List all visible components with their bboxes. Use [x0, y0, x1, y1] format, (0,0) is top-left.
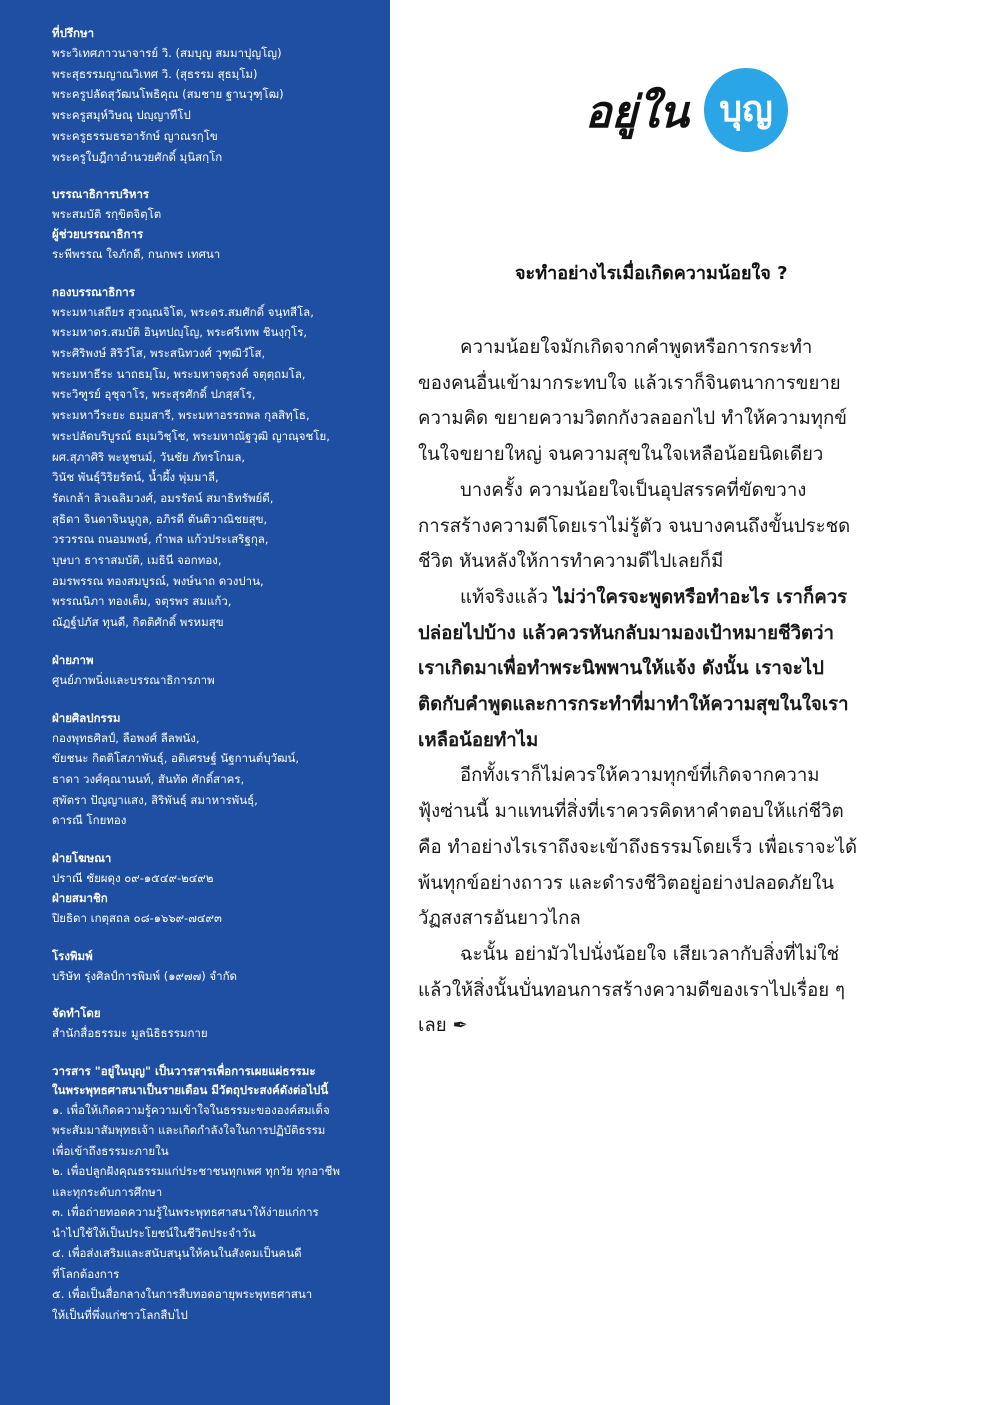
body-line: ฟุ้งซ่านนี้ มาแทนที่สิ่งที่เราควรคิดหาคำตอบให้แก่ชีวิต: [418, 801, 844, 823]
advisor-line: พระครูปลัดสุวัฒนโพธิคุณ (สมชาย ฐานวุฑฺโฒ): [52, 87, 284, 102]
objective-line: ๒. เพื่อปลูกฝังคุณธรรมแก่ประชาชนทุกเพศ ทุกวัย ทุกอาชีพ: [52, 1164, 340, 1179]
advertising-contact: ปราณี ชัยผดุง ๐๙-๑๕๔๙-๒๔๙๒: [52, 871, 214, 886]
editorial-board-line: อมรพรรณ ทองสมบูรณ์, พงษ์นาถ ดวงปาน,: [52, 573, 264, 588]
editorial-board-line: พระวิฑูรย์ อุชุจาโร, พระสุรศักดิ์ ปภสฺสโร,: [52, 387, 256, 402]
editorial-board-line: วรวรรณ ถนอมพงษ์, กำพล แก้วประเสริฐกุล,: [52, 532, 269, 547]
photography-line: ศูนย์ภาพนิ่งและบรรณาธิการภาพ: [52, 672, 215, 687]
advertising-membership-section: [52, 849, 374, 928]
objectives-section: [52, 1062, 374, 1326]
logo-script-text: อยู่ใน: [585, 87, 689, 138]
objectives-intro: วารสาร "อยู่ในบุญ" เป็นวารสารเพื่อการเผยแผ่ธรรมะ: [52, 1063, 316, 1078]
objective-line: ๑. เพื่อให้เกิดความรู้ความเข้าใจในธรรมะขององค์สมเด็จ: [52, 1102, 330, 1117]
body-lead-text: แท้จริงแล้ว: [460, 586, 554, 608]
objective-line: นำไปใช้ให้เป็นประโยชน์ในชีวิตประจำวัน: [52, 1225, 256, 1240]
editorial-board-line: พระมหาเสถียร สุวณฺณจิโต, พระดร.สมศักดิ์ จนฺทสีโล,: [52, 304, 314, 319]
body-line: ชีวิต หันหลังให้การทำความดีไปเลยก็มี: [418, 551, 724, 573]
advisor-line: พระครูใบฎีกาอำนวยศักดิ์ มุนิสกฺโก: [52, 149, 223, 164]
producer-heading: จัดทำโดย: [52, 1006, 101, 1021]
objective-line: และทุกระดับการศึกษา: [52, 1184, 163, 1199]
editorial-board-line: วินัช พันธุ์วิริยรัตน์, น้ำผึ้ง พุ่มมาลี,: [52, 470, 219, 485]
objective-line: ๕. เพื่อเป็นสื่อกลางในการสืบทอดอายุพระพุทธศาสนา: [52, 1287, 313, 1302]
editorial-board-line: รัตเกล้า ลิวเฉลิมวงศ์, อมรรัตน์ สมาธิทรัพย์ดี,: [52, 490, 274, 505]
printing-heading: โรงพิมพ์: [52, 948, 93, 963]
editorial-board-line: ณัฏฐ์ปภัส ทุนดี, กิตติศักดิ์ พรหมสุข: [52, 615, 224, 630]
executive-editor-heading: บรรณาธิการบริหาร: [52, 187, 150, 202]
editorial-board-line: พระมหาวีระยะ ธมฺมสารี, พระมหาอรรถพล กุลสิทฺโธ,: [52, 408, 310, 423]
credits-content: [52, 24, 374, 1343]
editorial-board-line: สุธิดา จินดาจินนูกูล, อภิรดี ตันติวาณิชยสุข,: [52, 511, 268, 526]
body-bold-line: เราเกิดมาเพื่อทำพระนิพพานให้แจ้ง ดังนั้น เราจะไป: [418, 658, 824, 680]
article-body: [418, 330, 928, 1044]
editorial-board-line: พระศิริพงษ์ สิริวํโส, พระสนิทวงศ์ วุฑฺฒิวํโส,: [52, 346, 266, 361]
body-line: อีกทั้งเราก็ไม่ควรให้ความทุกข์ที่เกิดจากความ: [460, 765, 820, 787]
editorial-board-section: [52, 283, 374, 633]
body-line: พ้นทุกข์อย่างถาวร และดำรงชีวิตอยู่อย่างปลอดภัยใน: [418, 872, 834, 894]
advisor-line: พระครูสมุห์วิษณุ ปญฺญาทีโป: [52, 108, 191, 123]
objective-line: พระสัมมาสัมพุทธเจ้า และเกิดกำลังใจในการปฏิบัติธรรม: [52, 1123, 326, 1138]
pen-end-icon: ✒: [452, 1015, 468, 1037]
body-line: คือ ทำอย่างไรเราถึงจะเข้าถึงธรรมโดยเร็ว เพื่อเราจะได้: [418, 836, 858, 858]
objective-line: ให้เป็นที่พึ่งแก่ชาวโลกสืบไป: [52, 1307, 188, 1322]
advisors-section: [52, 24, 374, 167]
photography-section: [52, 651, 374, 691]
body-line-last: [418, 1008, 928, 1044]
editorial-board-line: พระปลัดบริบูรณ์ ธมฺมวิชฺโช, พระมหาณัฐวุฒิ ญาณฺจชโย,: [52, 428, 330, 443]
membership-heading: ฝ่ายสมาชิก: [52, 890, 108, 905]
art-heading: ฝ่ายศิลปกรรม: [52, 710, 121, 725]
advertising-heading: ฝ่ายโฆษณา: [52, 851, 112, 866]
magazine-logo: [585, 68, 805, 168]
producer-section: [52, 1004, 374, 1044]
art-line: ดารณี โกยทอง: [52, 813, 127, 828]
art-line: ธาดา วงศ์คุณานนท์, สันทัด ศักดิ์สาคร,: [52, 771, 245, 786]
body-line: ความน้อยใจมักเกิดจากคำพูดหรือการกระทำ: [460, 337, 813, 358]
editors-section: [52, 185, 374, 264]
editorial-board-line: พระมหาดร.สมบัติ อินฺทปญฺโญ, พระศรีเทพ ชินงฺกุโร,: [52, 325, 308, 340]
objective-line: ๓. เพื่อถ่ายทอดความรู้ในพระพุทธศาสนาให้ง่ายแก่การ: [52, 1205, 319, 1220]
logo-circle-badge: บุญ: [704, 68, 788, 152]
body-bold-line: ติดกับคำพูดและการกระทำที่มาทำให้ความสุขในใจเรา: [418, 694, 849, 716]
body-bold-line: เหลือน้อยทำไม: [418, 729, 539, 751]
body-line: วัฏสงสารอันยาวไกล: [418, 908, 581, 930]
printing-company: บริษัท รุ่งศิลป์การพิมพ์ (๑๙๗๗) จำกัด: [52, 968, 237, 983]
credits-sidebar: [0, 0, 390, 1405]
body-line: ฉะนั้น อย่ามัวไปนั่งน้อยใจ เสียเวลากับสิ่งที่ไม่ใช่: [460, 943, 840, 965]
art-line: ขัยชนะ กิตติโสภาพันธุ์, อติเศรษฐ์ นัฐกานต์บุวัฒน์,: [52, 751, 299, 766]
assistant-editor-names: ระพีพรรณ ใจภักดี, กนกพร เทศนา: [52, 246, 221, 261]
body-last-text: เลย: [418, 1015, 447, 1037]
editorial-board-line: บุษบา ธาราสมบัติ, เมธินี จอกทอง,: [52, 553, 222, 568]
body-line: ในใจขยายใหญ่ จนความสุขในใจเหลือน้อยนิดเดียว: [418, 444, 824, 466]
art-section: [52, 709, 374, 832]
article-title: จะทำอย่างไรเมื่อเกิดความน้อยใจ ?: [515, 263, 788, 284]
editorial-board-heading: กองบรรณาธิการ: [52, 284, 135, 299]
body-line: แล้วให้สิ่งนั้นบั่นทอนการสร้างความดีของเราไปเรื่อย ๆ: [418, 979, 846, 1001]
body-line: การสร้างความดีโดยเราไม่รู้ตัว จนบางคนถึงขั้นประชด: [418, 515, 851, 537]
advisor-line: พระครูธรรมธรอารักษ์ ญาณรกฺโข: [52, 128, 218, 143]
editorial-board-line: พรรณนิภา ทองเต็ม, จตุรพร สมแก้ว,: [52, 594, 232, 609]
art-line: สุพัตรา ปัญญาแสง, สิริพันธุ์ สมาหารพันธุ์,: [52, 792, 258, 807]
editorial-board-line: ผศ.สุภาศิริ พะหูชนม์, วันชัย ภัทรโกมล,: [52, 449, 246, 464]
objective-line: เพื่อเข้าถึงธรรมะภายใน: [52, 1143, 169, 1158]
body-bold-text: ไม่ว่าใครจะพูดหรือทำอะไร เราก็ควร: [553, 586, 848, 608]
editorial-board-line: พระมหาธีระ นาถธมฺโม, พระมหาจตุรงค์ จตุตฺถมโล,: [52, 366, 306, 381]
producer-name: สำนักสื่อธรรมะ มูลนิธิธรรมกาย: [52, 1026, 208, 1041]
body-line: บางครั้ง ความน้อยใจเป็นอุปสรรคที่ขัดขวาง: [460, 479, 807, 501]
advisor-line: พระวิเทศภาวนาจารย์ วิ. (สมบุญ สมมาปุญโญ): [52, 46, 282, 60]
executive-editor-name: พระสมบัติ รกฺขิตจิตฺโต: [52, 207, 162, 222]
membership-contact: ปิยธิดา เกตุสถล ๐๘-๑๖๖๙-๗๔๙๓: [52, 910, 222, 925]
objective-line: ๔. เพื่อส่งเสริมและสนับสนุนให้คนในสังคมเป็นคนดี: [52, 1246, 302, 1261]
objectives-intro: ในพระพุทธศาสนาเป็นรายเดือน มีวัตถุประสงค์ดังต่อไปนี้: [52, 1082, 329, 1097]
assistant-editor-heading: ผู้ช่วยบรรณาธิการ: [52, 226, 144, 241]
advisor-line: พระสุธรรมญาณวิเทศ วิ. (สุธรรม สุธมฺโม): [52, 66, 258, 81]
printing-section: [52, 947, 374, 987]
photography-heading: ฝ่ายภาพ: [52, 652, 94, 667]
body-line: ของคนอื่นเข้ามากระทบใจ แล้วเราก็จินตนาการขยาย: [418, 372, 841, 394]
art-line: กองพุทธศิลป์, ลือพงศ์ ลีลพนัง,: [52, 730, 200, 745]
advisors-heading: ที่ปรึกษา: [52, 26, 95, 40]
objective-line: ที่โลกต้องการ: [52, 1266, 120, 1281]
body-line: ความคิด ขยายความวิตกกังวลออกไป ทำให้ความทุกข์: [418, 408, 847, 430]
body-bold-line: ปล่อยไปบ้าง แล้วควรหันกลับมามองเป้าหมายชีวิตว่า: [418, 622, 834, 644]
body-line-mixed: [418, 580, 928, 616]
